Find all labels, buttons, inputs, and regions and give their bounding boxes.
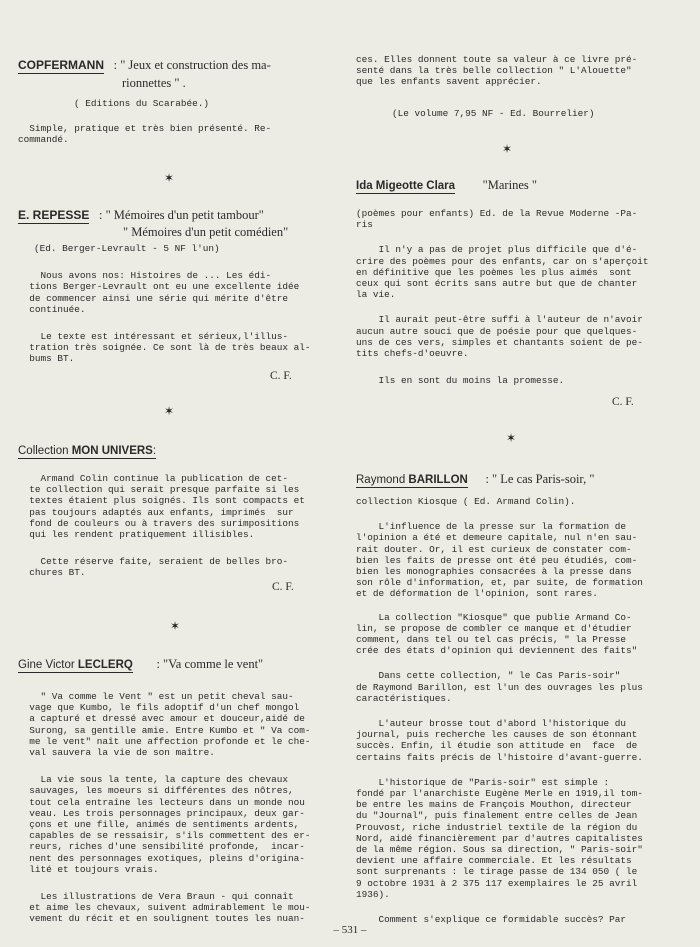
review-text: Il n'y a pas de projet plus difficile que d'é- crire des poèmes pour des enfants, car on s'aperçoit en définitive que les poèmes les plus aimés sont ceux qui sont écrits sans autre but que de chanter la vie. xyxy=(356,244,649,301)
review-text: L'auteur brosse tout d'abord l'historique du journal, puis recherche les causes de son étonnant succès. Enfin, il étudie son attitude en face de certains faits précis de l'histoire d'avant-guerre. xyxy=(356,718,643,763)
signature: C. F. xyxy=(612,396,634,408)
book-title-continued: rionnettes " . xyxy=(122,76,186,90)
star-separator-icon: ✶ xyxy=(164,171,175,185)
review-text: ces. Elles donnent toute sa valeur à ce livre pré- senté dans la très belle collection " L'Alouette" que les enfants savent apprécier. xyxy=(356,54,638,88)
author-name: COPFERMANN xyxy=(18,58,104,72)
review-text: Cette réserve faite, seraient de belles bro- chures BT. xyxy=(29,556,289,579)
review-text: " Va comme le Vent " est un petit cheval sau- vage que Kumbo, le fils adoptif d'un chef mongol a capturé et dressé avec amour et douceur,aidé de Surong, sa gentille amie. Entre Kumbo et " Va com- me le vent" naît une affection profonde et le che- val sauvera la vie de son maître. xyxy=(29,691,311,759)
review-text: Le texte est intéressant et sérieux,l'illus- tration très soignée. Ce sont là de très beaux al- bums BT. xyxy=(29,331,311,365)
star-separator-icon: ✶ xyxy=(170,619,181,633)
collection-name: MON UNIVERS xyxy=(71,445,153,457)
book-title-2: " Mémoires d'un petit comédien" xyxy=(123,225,289,239)
review-copfermann xyxy=(18,56,340,146)
review-text: Comment s'explique ce formidable succès? Par xyxy=(356,914,627,926)
review-text: Les illustrations de Vera Braun - qui connaît et aime les chevaux, suivent admirablement le mou- vement du récit et en soulignent toutes les nuan- xyxy=(29,891,311,925)
review-text: Nous avons nos: Histoires de ... Les édi- tions Berger-Levrault ont eu une excellente idée de commencer ainsi une série qui mérite d'être continuée. xyxy=(29,270,300,315)
star-separator-icon: ✶ xyxy=(502,142,513,156)
review-repesse xyxy=(18,206,340,382)
collection-info: collection Kiosque ( Ed. Armand Colin). xyxy=(356,496,576,507)
review-leclerq xyxy=(18,655,340,925)
book-title: "Marines " xyxy=(482,178,537,192)
review-text: Simple, pratique et très bien présenté. Re- commandé. xyxy=(18,123,272,146)
page-number: – 531 – xyxy=(333,924,367,936)
review-text: Dans cette collection, " le Cas Paris-soir" de Raymond Barillon, est l'un des ouvrages les plus caractéristiques. xyxy=(356,670,643,704)
star-separator-icon: ✶ xyxy=(506,431,517,445)
review-text: La vie sous la tente, la capture des chevaux sauvages, les moeurs si différentes des nôtres, tout cela entraîne les lecteurs dans un monde nou veau. Les trois personnages principaux, deux gar- çons et une fille, animés de sentiments ardents, capables de se ressaisir, s'ils commettent des er- reurs, riches d'une sensibilité profonde, incar- nent des personnages exotiques, pleins d'origina- lité et toujours vrais. xyxy=(29,774,311,875)
review-mon-univers xyxy=(18,441,340,593)
author-firstname: Gine Victor xyxy=(18,659,78,671)
publisher: ( Editions du Scarabée.) xyxy=(74,98,210,109)
collection-label: Collection xyxy=(18,445,72,457)
signature: C. F. xyxy=(270,370,292,382)
publisher: (Ed. Berger-Levrault - 5 NF l'un) xyxy=(34,243,220,254)
review-text: Armand Colin continue la publication de cet- te collection qui serait presque parfaite si les textes étaient plus soignés. Ils sont compacts et pas toujours adaptés aux enfants, imprimés sur fond de couleurs ou à travers des surimpositions qui les rendent pratiquement illisibles. xyxy=(29,473,305,541)
author-name: Ida Migeotte Clara xyxy=(356,180,456,192)
review-text: La collection "Kiosque" que publie Armand Co- lin, se propose de combler ce manque et d'étudier comment, dans tel ou tel cas précis, " la Presse crée des états d'opinion qui deviennent des faits" xyxy=(356,611,638,657)
author-name: LECLERQ xyxy=(77,659,133,671)
star-separator-icon: ✶ xyxy=(164,404,175,418)
review-text: Il aurait peut-être suffi à l'auteur de n'avoir aucun autre souci que de poésie pour que quelques- uns de ces vers, simples et chantants soient de pe- tits chefs-d'oeuvre. xyxy=(356,314,643,360)
author-name: BARILLON xyxy=(408,474,468,486)
publisher: (Le volume 7,95 NF - Ed. Bourrelier) xyxy=(392,107,595,119)
book-title: : " Jeux et construction des ma- xyxy=(113,58,271,72)
review-text: Ils en sont du moins la promesse. xyxy=(356,375,565,387)
book-title: : "Va comme le vent" xyxy=(156,657,264,671)
review-leclerq-continued xyxy=(356,54,678,119)
review-text: L'influence de la presse sur la formation de l'opinion a été et demeure capitale, nul n'en sau- rait douter. Or, il est curieux de constater com- bien les faits de presse ont été peu étudiés, com- bien les monographies consacrées à la presse dans son rôle d'information, et, par suite, de formation et de déformation de l'opinion, sont rares. xyxy=(356,521,643,600)
review-barillon xyxy=(356,470,678,925)
author-name: E. REPESSE xyxy=(18,208,90,222)
signature: C. F. xyxy=(272,581,294,593)
subtitle: (poèmes pour enfants) Ed. de la Revue Moderne -Pa- ris xyxy=(356,208,638,231)
book-title: : " Le cas Paris-soir, " xyxy=(485,472,595,486)
book-title: : " Mémoires d'un petit tambour" xyxy=(98,208,264,222)
author-firstname: Raymond xyxy=(356,474,409,486)
review-clara xyxy=(356,176,678,408)
review-text: L'historique de "Paris-soir" est simple : fondé par l'anarchiste Eugène Merle en 1919,il tom- be entre les mains de François Mouthon, directeur du "Journal", puis finalement entre celles de Jean Prouvost, riche industriel textile de la région du Nord, aidé financièrement par d'autres capitalistes de la même région. Sous sa direction, " Paris-soir" devient une affaire commerciale. Et les résultats sont surprenants : le tirage passe de 134 050 ( le 9 octobre 1931 à 2 375 117 exemplaires le 25 avril 1936). xyxy=(356,776,643,900)
heading-colon: : xyxy=(152,445,157,457)
